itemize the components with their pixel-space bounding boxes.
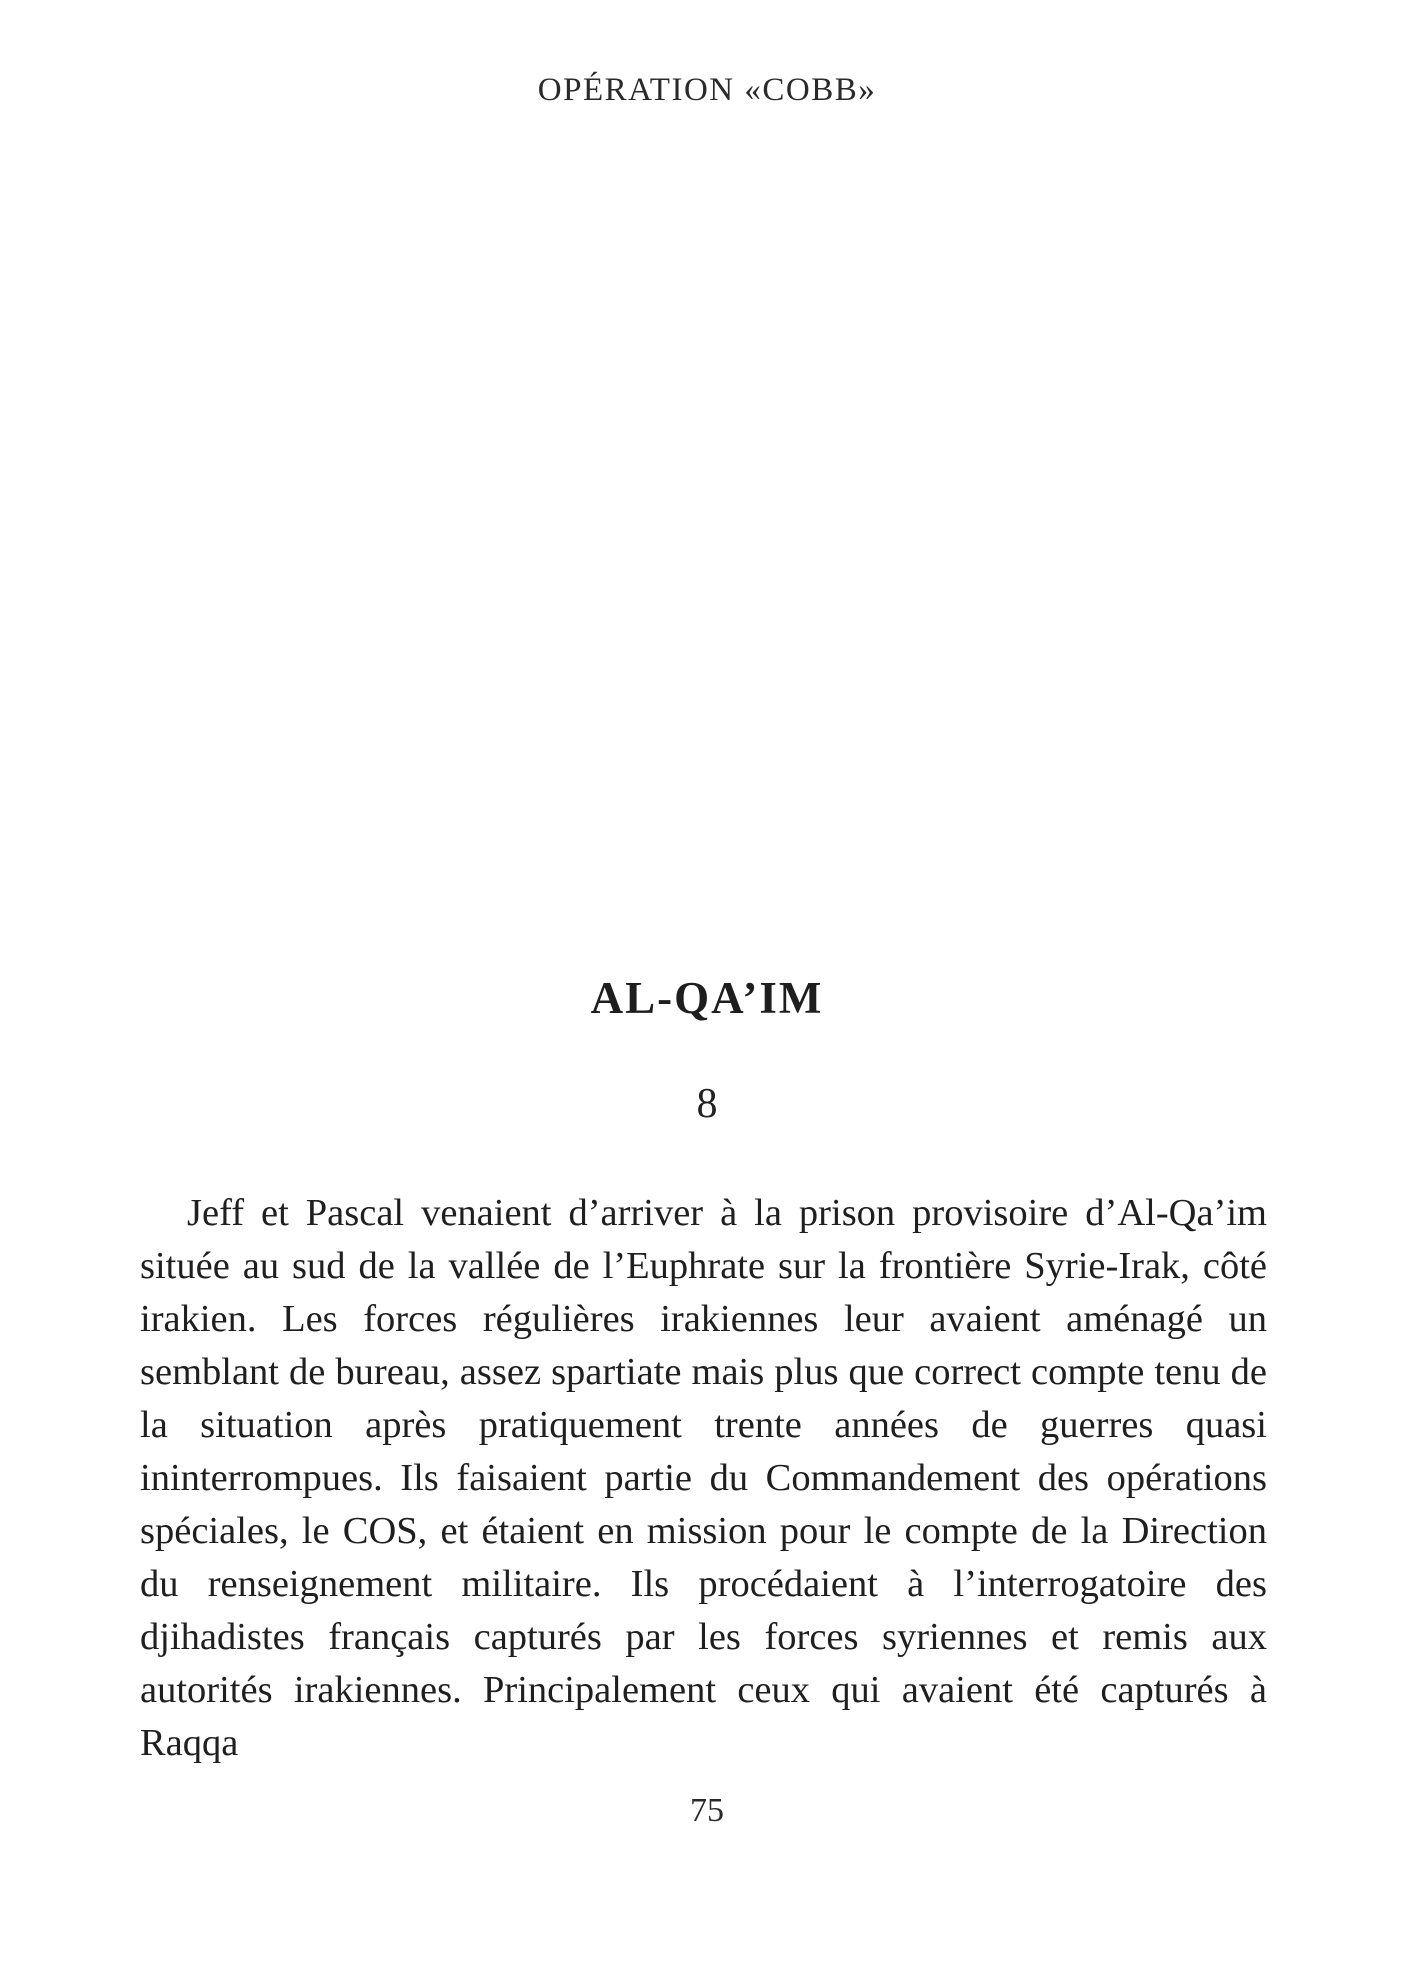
body-paragraph: Jeff et Pascal venaient d’arriver à la prison provisoire d’Al-Qa’im située au sud de la vallée de l’Euphrate sur la frontière Syrie-Irak, côté irakien. Les forces régulières irakiennes leur avaient aménagé un semblant de bureau, assez spartiate mais plus que correct compte tenu de la situation après pratiquement trente années de guerres quasi ininterrompues. Ils faisaient partie du Commandement des opérations spéciales, le COS, et étaient en mission pour le compte de la Direction du renseignement militaire. Ils procédaient à l’interrogatoire des djihadistes français capturés par les forces syriennes et remis aux autorités irakiennes. Principalement ceux qui avaient été capturés à Raqqa (140, 1192, 1267, 1764)
chapter-number: 8 (696, 1081, 718, 1127)
chapter-title: AL-QA’IM (590, 973, 824, 1023)
running-header: OPÉRATION «COBB» (537, 72, 877, 108)
page-number: 75 (690, 1792, 724, 1829)
